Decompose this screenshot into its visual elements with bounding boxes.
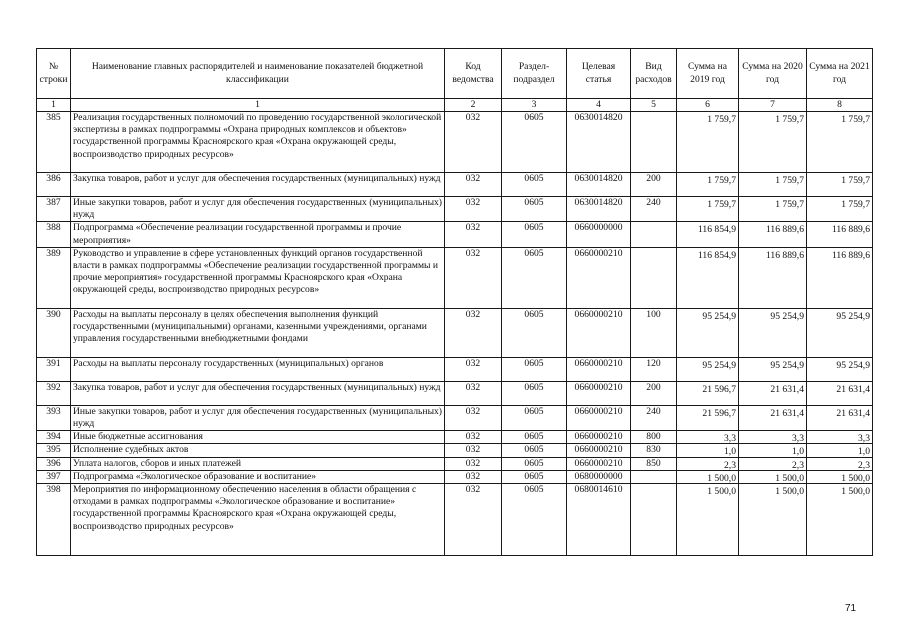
sum-2019-value: 95 254,9 (702, 359, 736, 371)
header-sum-2021: Сумма на 2021 год (807, 49, 873, 99)
sum-2020-value: 116 889,6 (765, 224, 804, 236)
section-cell: 0605 (502, 173, 567, 197)
sum-2019-value: 2,3 (724, 459, 736, 471)
row-name-cell: Руководство и управление в сфере установленных функций органов государственной власти в рамках подпрограммы «Обеспечение реализации государственной программы и прочие мероприятия» государственной программы Красноярского края «Охрана окружающей среды, воспроизводство природных ресурсов» (71, 247, 445, 308)
sum-2019-value: 1 759,7 (707, 114, 736, 125)
table-row (37, 405, 873, 430)
section-cell: 0605 (502, 405, 567, 430)
sum-2020-value: 1 500,0 (775, 472, 804, 484)
dept-code-cell: 032 (445, 457, 502, 470)
table-row (37, 197, 873, 222)
row-name-cell: Исполнение судебных актов (71, 444, 445, 457)
row-name-cell: Иные бюджетные ассигнования (71, 431, 445, 444)
sum-2020-cell (739, 470, 807, 483)
sum-2021-value: 1 500,0 (841, 472, 870, 484)
sum-2021-value: 116 889,6 (831, 224, 870, 236)
sum-2021-value: 1 500,0 (841, 486, 870, 498)
header-row-number: № строки (37, 49, 71, 99)
expense-type-cell: 200 (631, 381, 677, 405)
target-article-cell: 0680000000 (567, 470, 631, 483)
sum-2019-value: 3,3 (724, 433, 736, 444)
target-article-cell: 0630014820 (567, 112, 631, 173)
table-row (37, 431, 873, 444)
sum-2019-value: 1 500,0 (707, 472, 736, 484)
sum-2021-cell (807, 470, 873, 483)
column-number: 4 (567, 99, 631, 112)
table-row (37, 484, 873, 556)
sum-2020-cell (739, 222, 807, 247)
sum-2020-cell (739, 484, 807, 556)
row-name-cell: Мероприятия по информационному обеспечению населения в области обращения с отходами в рамках подпрограммы «Экологическое образование и воспитание» государственной программы Красноярского края «Охрана окружающей среды, воспроизводство природных ресурсов» (71, 484, 445, 556)
sum-2020-value: 1,0 (792, 446, 804, 458)
sum-2021-value: 116 889,6 (831, 249, 870, 261)
sum-2020-value: 95 254,9 (770, 310, 804, 322)
dept-code-cell: 032 (445, 470, 502, 483)
expense-type-cell: 240 (631, 405, 677, 430)
target-article-cell: 0660000210 (567, 381, 631, 405)
sum-2020-cell (739, 173, 807, 197)
sum-2019-value: 1 500,0 (707, 486, 736, 498)
expense-type-cell: 120 (631, 357, 677, 381)
dept-code-cell: 032 (445, 173, 502, 197)
expense-type-cell: 100 (631, 308, 677, 357)
expense-type-cell: 830 (631, 444, 677, 457)
header-sum-2019: Сумма на 2019 год (677, 49, 739, 99)
sum-2019-cell (677, 112, 739, 173)
sum-2020-value: 21 631,4 (770, 383, 804, 395)
row-number-cell: 397 (37, 470, 71, 483)
row-name-cell: Закупка товаров, работ и услуг для обеспечения государственных (муниципальных) нужд (71, 381, 445, 405)
column-number: 3 (502, 99, 567, 112)
section-cell: 0605 (502, 444, 567, 457)
target-article-cell: 0660000210 (567, 247, 631, 308)
dept-code-cell: 032 (445, 222, 502, 247)
header-expense-type: Вид расходов (631, 49, 677, 99)
target-article-cell: 0660000210 (567, 308, 631, 357)
sum-2021-cell (807, 247, 873, 308)
row-number-cell: 392 (37, 381, 71, 405)
expense-type-cell (631, 247, 677, 308)
sum-2019-cell (677, 431, 739, 444)
row-number-cell: 388 (37, 222, 71, 247)
sum-2019-value: 116 854,9 (697, 249, 736, 261)
dept-code-cell: 032 (445, 381, 502, 405)
row-number-cell: 390 (37, 308, 71, 357)
row-name-cell: Закупка товаров, работ и услуг для обеспечения государственных (муниципальных) нужд (71, 173, 445, 197)
sum-2019-value: 1 759,7 (707, 199, 736, 210)
sum-2020-value: 116 889,6 (765, 249, 804, 261)
row-number-cell: 386 (37, 173, 71, 197)
row-name-cell: Подпрограмма «Экологическое образование и воспитание» (71, 470, 445, 483)
sum-2020-cell (739, 444, 807, 457)
row-name-cell: Реализация государственных полномочий по проведению государственной экологической экспертизы в рамках подпрограммы «Охрана природных комплексов и объектов» государственной программы Красноярского края «Охрана окружающей среды, воспроизводство природных ресурсов» (71, 112, 445, 173)
expense-type-cell (631, 222, 677, 247)
table-row (37, 381, 873, 405)
sum-2019-value: 1 759,7 (707, 175, 736, 186)
sum-2021-value: 1,0 (858, 446, 870, 458)
sum-2019-cell (677, 247, 739, 308)
sum-2019-value: 1,0 (724, 446, 736, 458)
section-cell: 0605 (502, 308, 567, 357)
dept-code-cell: 032 (445, 197, 502, 222)
table-row (37, 470, 873, 483)
section-cell: 0605 (502, 431, 567, 444)
sum-2021-cell (807, 484, 873, 556)
section-cell: 0605 (502, 112, 567, 173)
dept-code-cell: 032 (445, 405, 502, 430)
sum-2019-cell (677, 308, 739, 357)
sum-2021-value: 21 631,4 (836, 383, 870, 395)
sum-2021-cell (807, 173, 873, 197)
page-number: 71 (845, 603, 857, 614)
row-name-cell: Уплата налогов, сборов и иных платежей (71, 457, 445, 470)
sum-2020-value: 1 759,7 (775, 175, 804, 186)
column-number: 6 (677, 99, 739, 112)
sum-2021-value: 1 759,7 (841, 175, 870, 186)
row-name-cell: Иные закупки товаров, работ и услуг для обеспечения государственных (муниципальных) нужд (71, 197, 445, 222)
target-article-cell: 0660000210 (567, 357, 631, 381)
sum-2019-value: 21 596,7 (702, 383, 736, 395)
dept-code-cell: 032 (445, 357, 502, 381)
header-target-article: Целевая статья (567, 49, 631, 99)
sum-2021-cell (807, 197, 873, 222)
dept-code-cell: 032 (445, 308, 502, 357)
sum-2019-cell (677, 357, 739, 381)
row-name-cell: Подпрограмма «Обеспечение реализации государственной программы и прочие мероприятия» (71, 222, 445, 247)
table-row (37, 222, 873, 247)
column-number: 2 (445, 99, 502, 112)
header-row (37, 49, 873, 99)
sum-2019-cell (677, 222, 739, 247)
sum-2021-value: 1 759,7 (841, 199, 870, 210)
sum-2021-value: 1 759,7 (841, 114, 870, 125)
sum-2019-value: 95 254,9 (702, 310, 736, 322)
row-number-cell: 394 (37, 431, 71, 444)
sum-2021-cell (807, 357, 873, 381)
sum-2019-cell (677, 470, 739, 483)
row-number-cell: 389 (37, 247, 71, 308)
sum-2021-value: 95 254,9 (836, 359, 870, 371)
sum-2021-value: 3,3 (858, 433, 870, 444)
sum-2021-value: 95 254,9 (836, 310, 870, 322)
sum-2021-cell (807, 381, 873, 405)
sum-2019-value: 21 596,7 (702, 407, 736, 419)
sum-2021-cell (807, 222, 873, 247)
target-article-cell: 0660000210 (567, 457, 631, 470)
column-number: 1 (71, 99, 445, 112)
expense-type-cell: 850 (631, 457, 677, 470)
expense-type-cell: 200 (631, 173, 677, 197)
sum-2021-value: 2,3 (858, 459, 870, 471)
dept-code-cell: 032 (445, 112, 502, 173)
table-row (37, 247, 873, 308)
section-cell: 0605 (502, 222, 567, 247)
sum-2020-value: 3,3 (792, 433, 804, 444)
table-row (37, 173, 873, 197)
target-article-cell: 0680014610 (567, 484, 631, 556)
row-number-cell: 391 (37, 357, 71, 381)
sum-2019-cell (677, 444, 739, 457)
sum-2021-cell (807, 405, 873, 430)
sum-2021-cell (807, 308, 873, 357)
expense-type-cell (631, 112, 677, 173)
column-number: 5 (631, 99, 677, 112)
row-number-cell: 396 (37, 457, 71, 470)
sum-2020-cell (739, 405, 807, 430)
row-name-cell: Иные закупки товаров, работ и услуг для обеспечения государственных (муниципальных) нужд (71, 405, 445, 430)
row-name-cell: Расходы на выплаты персоналу государственных (муниципальных) органов (71, 357, 445, 381)
sum-2021-value: 21 631,4 (836, 407, 870, 419)
header-sum-2020: Сумма на 2020 год (739, 49, 807, 99)
target-article-cell: 0660000000 (567, 222, 631, 247)
sum-2019-cell (677, 381, 739, 405)
row-number-cell: 393 (37, 405, 71, 430)
table-row (37, 444, 873, 457)
section-cell: 0605 (502, 247, 567, 308)
sum-2019-cell (677, 173, 739, 197)
section-cell: 0605 (502, 457, 567, 470)
dept-code-cell: 032 (445, 247, 502, 308)
target-article-cell: 0660000210 (567, 405, 631, 430)
table-row (37, 308, 873, 357)
sum-2021-cell (807, 431, 873, 444)
section-cell: 0605 (502, 484, 567, 556)
column-number: 7 (739, 99, 807, 112)
section-cell: 0605 (502, 197, 567, 222)
section-cell: 0605 (502, 381, 567, 405)
target-article-cell: 0630014820 (567, 173, 631, 197)
sum-2021-cell (807, 457, 873, 470)
header-name: Наименование главных распорядителей и наименование показателей бюджетной классификации (71, 49, 445, 99)
sum-2020-cell (739, 247, 807, 308)
sum-2019-cell (677, 457, 739, 470)
header-section: Раздел-подраздел (502, 49, 567, 99)
row-number-cell: 387 (37, 197, 71, 222)
sum-2020-cell (739, 308, 807, 357)
expense-type-cell (631, 470, 677, 483)
row-name-cell: Расходы на выплаты персоналу в целях обеспечения выполнения функций государственными (муниципальными) органами, казенными учреждениями, органами управления государственными внебюджетными фондами (71, 308, 445, 357)
expense-type-cell: 240 (631, 197, 677, 222)
column-number: 8 (807, 99, 873, 112)
sum-2021-cell (807, 444, 873, 457)
sum-2020-cell (739, 431, 807, 444)
sum-2020-cell (739, 381, 807, 405)
sum-2020-value: 2,3 (792, 459, 804, 471)
target-article-cell: 0660000210 (567, 444, 631, 457)
sum-2020-cell (739, 197, 807, 222)
dept-code-cell: 032 (445, 484, 502, 556)
sum-2020-cell (739, 357, 807, 381)
header-dept-code: Код ведомства (445, 49, 502, 99)
target-article-cell: 0630014820 (567, 197, 631, 222)
sum-2020-value: 95 254,9 (770, 359, 804, 371)
column-number-row (37, 99, 873, 112)
budget-table (36, 48, 873, 556)
sum-2019-cell (677, 405, 739, 430)
expense-type-cell (631, 484, 677, 556)
sum-2020-value: 21 631,4 (770, 407, 804, 419)
dept-code-cell: 032 (445, 431, 502, 444)
table-body (37, 112, 873, 556)
sum-2020-value: 1 759,7 (775, 199, 804, 210)
column-number: 1 (37, 99, 71, 112)
sum-2020-value: 1 500,0 (775, 486, 804, 498)
sum-2020-cell (739, 112, 807, 173)
sum-2020-cell (739, 457, 807, 470)
target-article-cell: 0660000210 (567, 431, 631, 444)
expense-type-cell: 800 (631, 431, 677, 444)
table-row (37, 112, 873, 173)
table-row (37, 357, 873, 381)
sum-2019-cell (677, 197, 739, 222)
sum-2020-value: 1 759,7 (775, 114, 804, 125)
section-cell: 0605 (502, 357, 567, 381)
sum-2019-value: 116 854,9 (697, 224, 736, 236)
row-number-cell: 385 (37, 112, 71, 173)
row-number-cell: 395 (37, 444, 71, 457)
section-cell: 0605 (502, 470, 567, 483)
sum-2019-cell (677, 484, 739, 556)
sum-2021-cell (807, 112, 873, 173)
table-row (37, 457, 873, 470)
dept-code-cell: 032 (445, 444, 502, 457)
row-number-cell: 398 (37, 484, 71, 556)
